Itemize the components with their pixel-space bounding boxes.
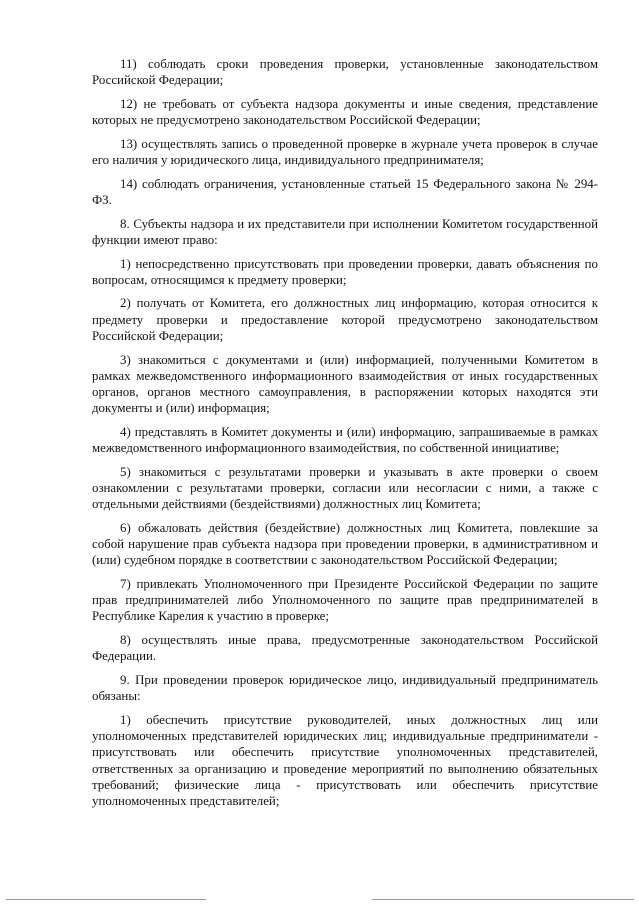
paragraph-1: 11) соблюдать сроки проведения проверки, установленные законодательством Российской Федерации;: [92, 57, 598, 88]
paragraph-10: 5) знакомиться с результатами проверки и указывать в акте проверки о своем ознакомлении с результатами проверки, согласии или несогласии с ними, а также с отдельными действиями (бездействиями) должностных лиц Комитета;: [92, 464, 598, 512]
paragraph-2: 12) не требовать от субъекта надзора документы и иные сведения, представление которых не предусмотрено законодательством Российской Федерации;: [92, 96, 598, 128]
paragraph-7: 2) получать от Комитета, его должностных лиц информацию, которая относится к предмету проверки и предоставление которой предусмотрено законодательством Российской Федерации;: [92, 296, 598, 343]
paragraph-9: 4) представлять в Комитет документы и (или) информацию, запрашиваемые в рамках межведомственного информационного взаимодействия, по собственной инициативе;: [92, 424, 598, 456]
scan-edge-line-left: [6, 899, 206, 900]
paragraph-14: 9. При проведении проверок юридическое лицо, индивидуальный предприниматель обязаны:: [92, 673, 598, 704]
paragraph-3: 13) осуществлять запись о проведенной проверке в журнале учета проверок в случае его наличия у юридического лица, индивидуального предпринимателя;: [92, 136, 598, 168]
paragraph-5: 8. Субъекты надзора и их представители при исполнении Комитетом государственной функции имеют право:: [92, 216, 598, 247]
paragraph-11: 6) обжаловать действия (бездействие) должностных лиц Комитета, повлекшие за собой нарушение прав субъекта надзора при проведении проверки, в административном и (или) судебном порядке в соответствии с законодательством Российской Федерации;: [92, 520, 598, 568]
paragraph-15: 1) обеспечить присутствие руководителей, иных должностных лиц или уполномоченных представителей юридических лиц; индивидуальные предприниматели - присутствовать или обеспечить присутствие уполномоченных представителей, ответственных за организацию и проведение мероприятий по выполнению обязательных требований; физические лица - присутствовать или обеспечить присутствие уполномоченных представителей;: [92, 712, 598, 808]
paragraph-13: 8) осуществлять иные права, предусмотренные законодательством Российской Федерации.: [92, 633, 598, 664]
paragraph-12: 7) привлекать Уполномоченного при Президенте Российской Федерации по защите прав предпринимателей либо Уполномоченного по защите прав предпринимателей в Республике Карелия к участию в проверке;: [92, 576, 598, 624]
paragraph-6: 1) непосредственно присутствовать при проведении проверки, давать объяснения по вопросам, относящимся к предмету проверки;: [92, 256, 598, 287]
document-body: [92, 56, 598, 817]
paragraph-8: 3) знакомиться с документами и (или) информацией, полученными Комитетом в рамках межведомственного информационного взаимодействия от иных государственных органов, органов местного самоуправления, в распоряжении которых находятся эти документы и (или) информация;: [92, 352, 598, 416]
paragraph-4: 14) соблюдать ограничения, установленные статьей 15 Федерального закона № 294-ФЗ.: [92, 176, 598, 207]
scan-edge-line-right: [372, 899, 634, 900]
